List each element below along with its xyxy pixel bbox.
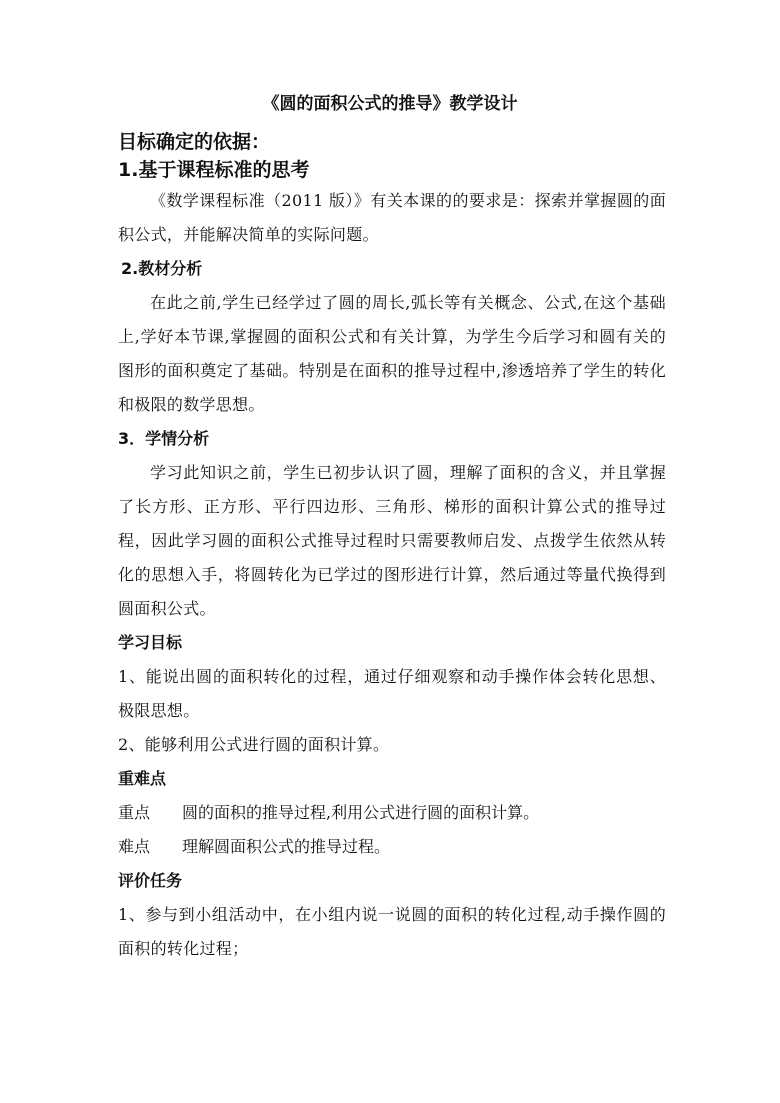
- difficult-point-text: 理解圆面积公式的推导过程。: [182, 837, 391, 856]
- heading-student-analysis: 3．学情分析: [118, 429, 210, 448]
- student-paragraph: 学习此知识之前，学生已初步认识了圆，理解了面积的含义，并且掌握了长方形、正方形、平行四边形、三角形、梯形的面积计算公式的推导过程，因此学习圆的面积公式推导过程时只需要教师启发、点拨学生依然从转化的思想入手，将圆转化为已学过的图形进行计算，然后通过等量代换得到圆面积公式。: [118, 463, 666, 618]
- key-point-row: [118, 796, 666, 830]
- document-title: 《圆的面积公式的推导》教学设计: [262, 94, 518, 114]
- key-point-text: 圆的面积的推导过程,利用公式进行圆的面积计算。: [182, 803, 540, 822]
- textbook-paragraph: 在此之前,学生已经学过了圆的周长,弧长等有关概念、公式,在这个基础上,学好本节课,掌握圆的面积公式和有关计算，为学生今后学习和圆有关的图形的面积奠定了基础。特别是在面积的推导过程中,渗透培养了学生的转化和极限的数学思想。: [118, 293, 666, 414]
- heading-key-points: 重难点: [118, 769, 167, 788]
- heading-basis: 目标确定的依据：: [118, 131, 271, 153]
- difficult-point-row: [118, 830, 666, 864]
- curriculum-paragraph: 《数学课程标准（2011 版）》有关本课的的要求是：探索并掌握圆的面积公式，并能解决简单的实际问题。: [118, 191, 666, 244]
- difficult-point-term: 难点: [118, 837, 151, 856]
- goal-item-2: 2、能够利用公式进行圆的面积计算。: [118, 735, 390, 754]
- heading-textbook-analysis: 2.教材分析: [121, 259, 203, 278]
- goal-item-1: 1、能说出圆的面积转化的过程，通过仔细观察和动手操作体会转化思想、极限思想。: [118, 667, 666, 720]
- evaluation-item-1: 1、参与到小组活动中，在小组内说一说圆的面积的转化过程,动手操作圆的面积的转化过程；: [118, 905, 666, 958]
- key-point-term: 重点: [118, 803, 151, 822]
- heading-curriculum-standard: 1.基于课程标准的思考: [118, 159, 310, 181]
- heading-evaluation-tasks: 评价任务: [118, 871, 183, 890]
- document-body: [118, 128, 666, 966]
- heading-learning-goals: 学习目标: [118, 633, 183, 652]
